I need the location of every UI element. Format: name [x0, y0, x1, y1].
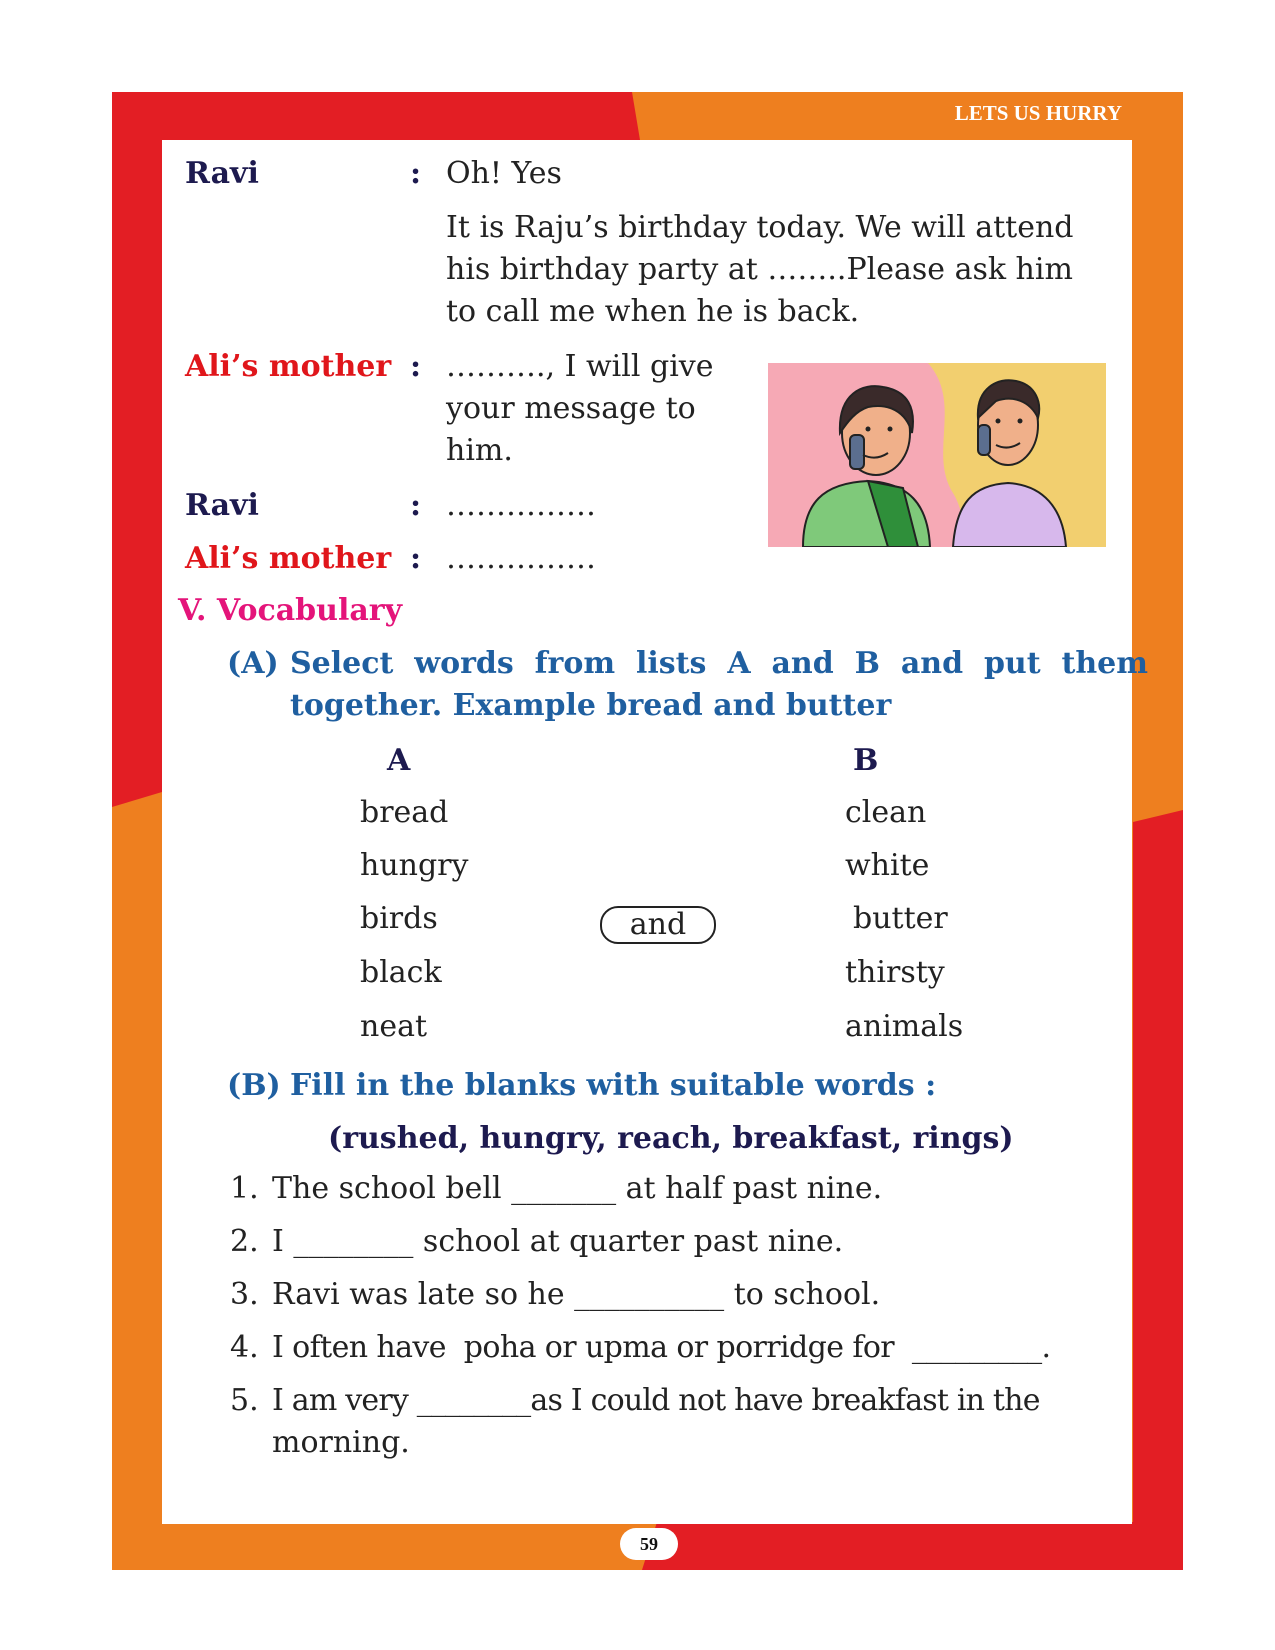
speaker-alis-mother: Ali’s mother: [185, 541, 392, 576]
dialogue-line: ……………: [446, 488, 596, 523]
speaker-colon: :: [410, 349, 422, 384]
list-a-item: black: [360, 955, 442, 990]
list-b-item: white: [845, 848, 930, 883]
blank-item-number: 5.: [230, 1383, 259, 1418]
blank-item-number: 4.: [230, 1330, 259, 1365]
list-b-item: butter: [853, 901, 948, 936]
list-a-item: neat: [360, 1009, 428, 1044]
list-b-item: clean: [845, 795, 927, 830]
part-a-instruction: Select words from lists A and B and put them: [290, 646, 1148, 681]
speaker-colon: :: [410, 541, 422, 576]
dialogue-line: your message to: [446, 391, 696, 426]
list-a-item: hungry: [360, 848, 469, 883]
dialogue-line: to call me when he is back.: [446, 294, 860, 329]
blank-item-text: I often have poha or upma or porridge for _________.: [272, 1330, 1051, 1365]
running-header: LETS US HURRY: [954, 101, 1122, 125]
blank-item-text: I am very ________as I could not have breakfast in the: [272, 1383, 1040, 1418]
dialogue-line: It is Raju’s birthday today. We will attend: [446, 210, 1074, 245]
part-a-instruction: together. Example bread and butter: [290, 688, 892, 723]
part-b-label: (B): [227, 1068, 281, 1103]
and-connector-pill: and: [600, 906, 716, 944]
blank-item-number: 3.: [230, 1277, 259, 1312]
list-a-item: bread: [360, 795, 449, 830]
speaker-ravi: Ravi: [185, 156, 259, 191]
part-b-instruction: Fill in the blanks with suitable words :: [290, 1068, 937, 1103]
speaker-ravi: Ravi: [185, 488, 259, 523]
dialogue-line: him.: [446, 433, 513, 468]
blank-item-number: 2.: [230, 1224, 259, 1259]
dialogue-line: ……………: [446, 541, 596, 576]
page-number: 59: [620, 1528, 678, 1560]
list-a-item: birds: [360, 901, 438, 936]
blank-item-text: I ________ school at quarter past nine.: [272, 1224, 844, 1259]
list-b-item: animals: [845, 1009, 964, 1044]
section-title-vocabulary: V. Vocabulary: [178, 593, 403, 628]
list-b-item: thirsty: [845, 955, 945, 990]
list-b-header: B: [853, 743, 879, 778]
speaker-alis-mother: Ali’s mother: [185, 349, 392, 384]
dialogue-line: ………., I will give: [446, 349, 714, 384]
blank-item-text: The school bell _______ at half past nine.: [272, 1171, 883, 1206]
blank-item-text: Ravi was late so he __________ to school.: [272, 1277, 881, 1312]
blank-item-text: morning.: [272, 1425, 410, 1460]
part-a-label: (A): [227, 646, 279, 681]
word-bank: (rushed, hungry, reach, breakfast, rings): [328, 1121, 1014, 1156]
speaker-colon: :: [410, 156, 422, 191]
list-a-header: A: [387, 743, 411, 778]
dialogue-line: his birthday party at ……..Please ask him: [446, 252, 1073, 287]
blank-item-number: 1.: [230, 1171, 259, 1206]
phone-call-illustration-icon: [768, 363, 1106, 547]
speaker-colon: :: [410, 488, 422, 523]
dialogue-line: Oh! Yes: [446, 156, 562, 191]
